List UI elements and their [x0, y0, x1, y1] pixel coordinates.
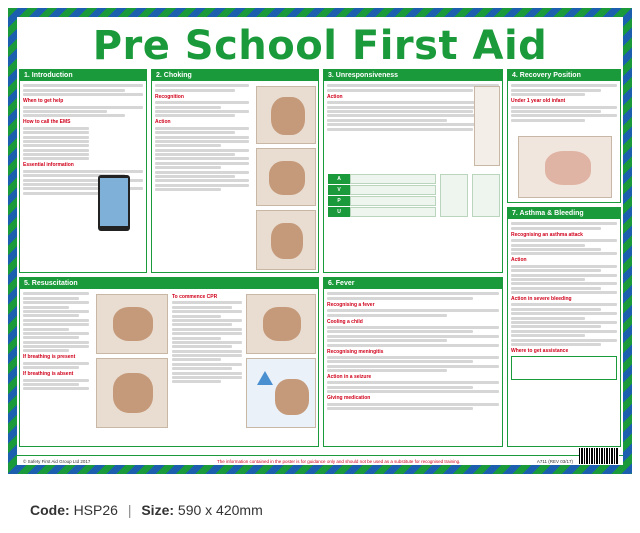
section-subheading: Cooling a child [327, 318, 363, 325]
avpu-key: A [328, 174, 350, 184]
unresponsive-illustration [474, 86, 500, 166]
avpu-key: V [328, 185, 350, 195]
avpu-table [328, 174, 436, 218]
section-subheading: Recognising a fever [327, 301, 375, 308]
barcode-icon [579, 448, 619, 464]
code-value: HSP26 [73, 502, 118, 518]
poster-content [17, 17, 623, 465]
avpu-key: U [328, 207, 350, 217]
size-label: Size: [141, 502, 175, 518]
avpu-note-box [440, 174, 468, 217]
section-subheading: Recognising an asthma attack [511, 231, 583, 238]
section-heading: 2. Choking [152, 70, 318, 81]
section-subheading: Under 1 year old infant [511, 98, 566, 105]
code-label: Code: [30, 502, 70, 518]
arrow-up-icon [257, 371, 273, 385]
section-subheading: Action [327, 93, 343, 100]
recovery-position-illustration [518, 136, 612, 198]
section-heading: 3. Unresponsiveness [324, 70, 502, 81]
section-subheading: Where to get assistance [511, 347, 569, 354]
cpr-illustration [246, 294, 316, 354]
section-heading: 7. Asthma & Bleeding [508, 208, 620, 219]
section-heading: 1. Introduction [20, 70, 146, 81]
infant-cpr-illustration [246, 358, 316, 428]
footer-notice: The information contained in the poster is for guidance only and should not be used as a substitute for recognised training. [217, 459, 461, 464]
section-subheading: When to get help [23, 98, 64, 105]
section-heading: 6. Fever [324, 278, 502, 289]
mobile-phone-icon [98, 175, 130, 231]
resuscitation-illustration-1 [96, 294, 168, 354]
section-subheading: Action [511, 257, 527, 264]
section-recovery-position [507, 69, 621, 203]
footer-product-code: A711 (REV 03/17) [536, 459, 573, 464]
section-subheading: If breathing is present [23, 354, 76, 361]
section-heading: 4. Recovery Position [508, 70, 620, 81]
section-subheading: Essential information [23, 162, 74, 169]
section-subheading: Action [155, 119, 171, 126]
size-value: 590 x 420mm [177, 502, 263, 518]
caption-separator: | [127, 502, 132, 518]
section-subheading: Recognition [155, 93, 184, 100]
section-resuscitation [19, 277, 319, 447]
section-introduction [19, 69, 147, 273]
section-fever [323, 277, 503, 447]
resuscitation-illustration-2 [96, 358, 168, 428]
section-asthma-bleeding [507, 207, 621, 447]
section-choking [151, 69, 319, 273]
footer-copyright: © Safety First Aid Group Ltd 2017 [23, 459, 91, 464]
avpu-note-box [472, 174, 500, 217]
section-subheading: Recognising meningitis [327, 348, 384, 355]
section-heading: 5. Resuscitation [20, 278, 318, 289]
section-subheading: Giving medication [327, 395, 371, 402]
avpu-key: P [328, 196, 350, 206]
choking-illustration-2 [256, 148, 316, 206]
poster-frame [8, 8, 632, 474]
section-subheading: Action in a seizure [327, 374, 372, 381]
choking-illustration-3 [256, 210, 316, 270]
section-subheading: Action in severe bleeding [511, 296, 572, 303]
section-unresponsiveness [323, 69, 503, 273]
poster-title: Pre School First Aid [92, 23, 548, 69]
product-caption [30, 502, 263, 518]
section-subheading: To commence CPR [172, 294, 218, 300]
section-subheading: How to call the EMS [23, 119, 71, 126]
section-subheading: If breathing is absent [23, 371, 74, 378]
choking-illustration-1 [256, 86, 316, 144]
